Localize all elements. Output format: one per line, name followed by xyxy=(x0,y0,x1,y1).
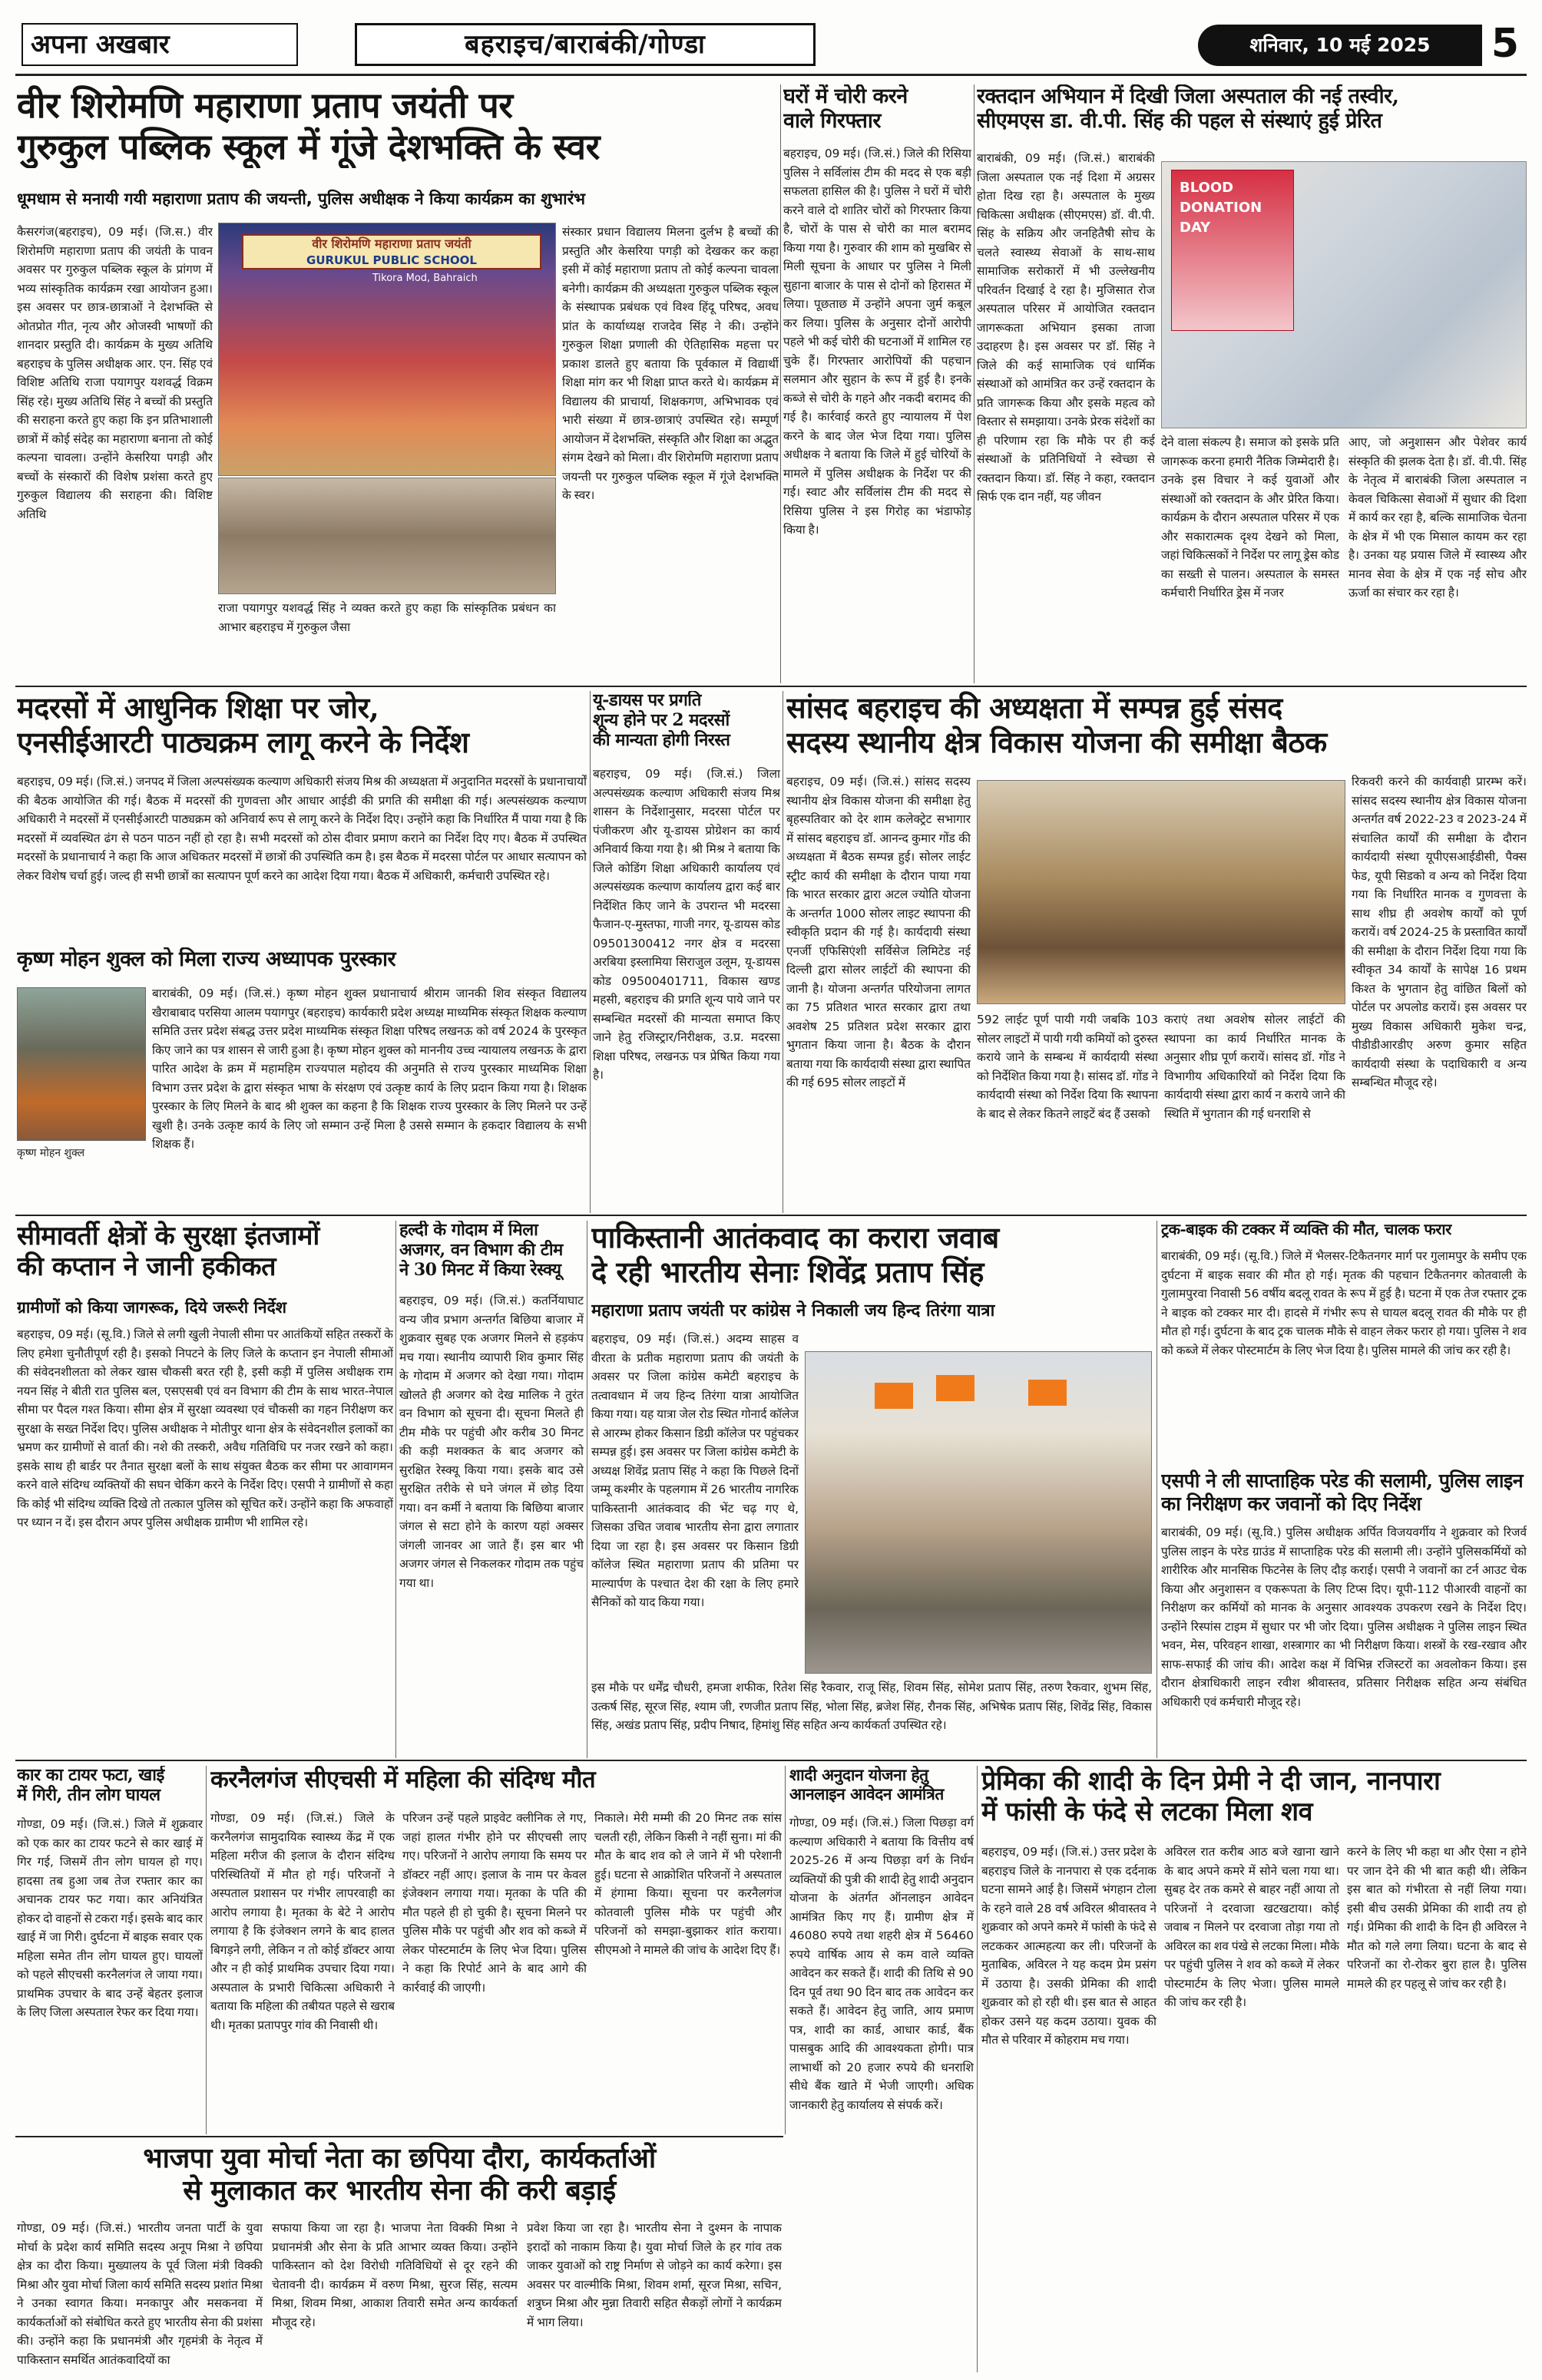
col-rule xyxy=(977,1766,978,2372)
article-body: बाराबंकी, 09 मई। (सू.वि.) पुलिस अधीक्षक अर्पित विजयवर्गीय ने शुक्रवार को रिजर्व पुलिस लाइन के परेड ग्राउंड में साप्ताहिक परेड की सलामी ली। उन्होंने पुलिसकर्मियों को शारीरिक और मानसिक फिटनेस के लिए दौड़ कराई। एसपी ने जवानों का टर्न आउट चेक किया और अनुशासन व एकरूपता के लिए टिप्स दिए। यूपी-112 पीआरवी वाहनों का निरीक्षण कर कर्मियों को मानक के अनुसार आवश्यक उपकरण रखने के निर्देश दिए। उन्होंने रिस्पांस टाइम में सुधार पर भी जोर दिया। पुलिस अधीक्षक ने पुलिस लाइन स्थित भवन, मेस, परिवहन शाखा, शस्त्रागार का भी निरीक्षण किया। शस्त्रों के रख-रखाव और साफ-सफाई की जांच की। आदेश कक्ष में विभिन्न रजिस्टरों का अवलोकन किया। इस दौरान क्षेत्राधिकारी लाइन रवीश श्रीवास्तव, प्रतिसार निरीक्षक सहित अन्य संबंधित अधिकारी एवं कर्मचारी मौजूद रहे। xyxy=(1161,1526,1527,1709)
article-body-bottom2: कराएं तथा अवशेष सोलर लाईटों की स्थापना का कार्य निर्धारित मानक के अनुसार शीघ्र पूर्ण करायें। सांसद डॉ. गोंड ने विभागीय अधिकारियों को निर्देश दिया कि कार्यदायी संस्था द्वारा कार्य न कराये जाने की स्थिति में भुगतान की गई धनराशि से xyxy=(1164,1013,1345,1121)
masthead-rule xyxy=(15,74,1527,76)
portrait-photo xyxy=(17,987,146,1141)
headline: घरों में चोरी करने वाले गिरफ्तार xyxy=(783,84,908,133)
article-body-col2: सफाया किया जा रहा है। भाजपा नेता विक्की मिश्रा ने प्रधानमंत्री और सेना के प्रति आभार व्यक्त किया। उन्होंने पाकिस्तान को देश विरोधी गतिविधियों से दूर रहने की चेतावनी दी। कार्यक्रम में वरुण मिश्रा, सुरज सिंह, सत्यम मिश्रा, शिवम मिश्रा, आकाश तिवारी समेत अन्य कार्यकर्ता मौजूद रहे। xyxy=(272,2221,518,2329)
col-rule xyxy=(395,1221,396,1758)
meeting-photo xyxy=(977,780,1345,1004)
headline: कार का टायर फटा, खाई में गिरी, तीन लोग घायल xyxy=(17,1766,164,1805)
col-rule xyxy=(1156,1221,1157,1758)
flag xyxy=(936,1375,975,1401)
article-body: बहराइच, 09 मई। (जि.सं.) अदम्य साहस व वीरता के प्रतीक महाराणा प्रताप की जयंती के अवसर पर जिला कांग्रेस कमेटी बहराइच के तत्वावधान में जय हिन्द तिरंगा यात्रा आयोजित किया गया। यह यात्रा जेल रोड स्थित गोनार्द कॉलेज से आरम्भ होकर किसान डिग्री कॉलेज पर पहुंचकर सम्पन्न हुई। इस अवसर पर जिला कांग्रेस कमेटी के अध्यक्ष शिवेंद्र प्रताप सिंह ने कहा कि पिछले दिनों जम्मू कश्मीर के पहलगाम में 26 भारतीय नागरिक पाकिस्तानी आतंकवाद की भेंट चढ़ गए थे, जिसका उचित जवाब भारतीय सेना द्वारा लगातार दिया जा रहा है। इस अवसर पर किसान डिग्री कॉलेज स्थित महाराणा प्रताप की प्रतिमा पर माल्यार्पण के पश्चात देश की रक्षा के लिए हमारे सैनिकों को याद किया गया। xyxy=(591,1332,799,1609)
photo-banner: वीर शिरोमणि महाराणा प्रताप जयंती GURUKUL PUBLIC SCHOOL xyxy=(242,234,541,269)
blood-donation-photo xyxy=(1161,161,1527,428)
event-photo-audience xyxy=(218,478,556,594)
masthead xyxy=(0,0,1542,77)
col-rule xyxy=(785,1766,786,2134)
article-udise xyxy=(593,691,780,1213)
photo-caption: कृष्ण मोहन शुक्ल xyxy=(17,1147,85,1159)
article-body: बाराबंकी, 09 मई। (जि.सं.) कृष्ण मोहन शुक्ल प्रधानाचार्य श्रीराम जानकी शिव संस्कृत विद्यालय खैराबाबाद परसिया आलम पयागपुर (बहराइच) कार्यकारी प्रदेश अध्यक्ष माध्यमिक संस्कृत शिक्षक कल्याण समिति उत्तर प्रदेश संबद्ध उत्तर प्रदेश माध्यमिक संस्कृत शिक्षा परिषद लखनऊ को वर्ष 2024 के पुरस्कृत किए जाने का पत्र शासन से जारी हुआ है। कृष्ण मोहन शुक्ल को माननीय उच्च न्यायालय लखनऊ के द्वारा पारित आदेश के क्रम में महामहिम राज्यपाल महोदय की अनुमति से राज्य पुरस्कार माध्यमिक शिक्षा विभाग उत्तर प्रदेश के द्वारा संस्कृत भाषा के संरक्षण एवं उत्कृष्ट कार्य के लिए प्रदान किया गया है। शिक्षक पुरस्कार के लिए मिलने के बाद श्री शुक्ल का कहना है कि शिक्षक राज्य पुरस्कार के लिए मिलने पर उन्हें खुशी है। उनके उत्कृष्ट कार्य के लिए जो सम्मान उन्हें मिला है उससे सम्मान के हकदार विद्यालय के सभी शिक्षक हैं। xyxy=(152,987,587,1151)
headline: पाकिस्तानी आतंकवाद का करारा जवाब दे रही भारतीय सेनाः शिवेंद्र प्रताप सिंह xyxy=(591,1221,999,1289)
col-rule xyxy=(780,84,781,683)
headline: भाजपा युवा मोर्चा नेता का छपिया दौरा, कार्यकर्ताओं से मुलाकात कर भारतीय सेना की करी बड़ाई xyxy=(143,2142,656,2207)
article-chori xyxy=(783,84,971,683)
article-madarsa-ncert xyxy=(17,691,587,944)
article-chc-death xyxy=(210,1766,782,2134)
article-body: बहराइच, 09 मई। (जि.सं.) उत्तर प्रदेश के बहराइच जिले के नानपारा से एक दर्दनाक घटना सामने आई है। जिसमें भंगहान टोला के रहने वाले 28 वर्ष अविरल श्रीवास्तव ने शुक्रवार को अपने कमरे में फांसी के फंदे से लटककर आत्महत्या कर ली। परिजनों के मुताबिक, अविरल ने यह कदम प्रेम प्रसंग में उठाया है। उसकी प्रेमिका की शादी शुक्रवार को हो रही थी। इस बात से आहत होकर उसने यह कदम उठाया। युवक की मौत से परिवार में कोहराम मच गया। xyxy=(981,1845,1156,2047)
article-body-col3: प्रवेश किया जा रहा है। भारतीय सेना ने दुश्मन के नापाक इरादों को नाकाम किया है। युवा मोर्चा जिले के हर गांव तक जाकर युवाओं को राष्ट्र निर्माण से जोड़ने का कार्य करेगा। इस अवसर पर वाल्मीकि मिश्रा, शिवम शर्मा, सूरज मिश्रा, सचिन, शत्रुघ्न मिश्रा और मुन्ना तिवारी सहित सैकड़ों लोगों ने कार्यक्रम में भाग लिया। xyxy=(527,2221,782,2329)
headline: प्रेमिका की शादी के दिन प्रेमी ने दी जान, नानपारा में फांसी के फंदे से लटका मिला शव xyxy=(981,1766,1441,1828)
section-rule xyxy=(15,1760,1527,1761)
headline: शादी अनुदान योजना हेतु आनलाइन आवेदन आमंत्रित xyxy=(789,1766,944,1803)
edition-name: बहराइच/बाराबंकी/गोण्डा xyxy=(465,29,706,60)
article-body: बाराबंकी, 09 मई। (जि.सं.) बाराबंकी जिला अस्पताल एक नई दिशा में अग्रसर होता दिख रहा है। अस्पताल के मुख्य चिकित्सा अधीक्षक (सीएमएस) डॉ. वी.पी. सिंह के सक्रिय और जनहितैषी सोच के चलते स्वास्थ्य सेवाओं के साथ-साथ सामाजिक सरोकारों में भी उल्लेखनीय परिवर्तन दिखाई दे रहा है। मुजिसात रोज अस्पताल परिसर में आयोजित रक्तदान जागरूकता अभियान इसका ताजा उदाहरण है। इस अवसर पर डॉ. सिंह ने जिले की कई सामाजिक एवं धार्मिक संस्थाओं को आमंत्रित कर उन्हें रक्तदान के प्रति जागरूक किया और इसके महत्व को विस्तार से समझाया। उनके प्रेरक संदेशों का ही परिणाम रहा कि मौके पर ही कई संस्थाओं के प्रतिनिधियों ने स्वेच्छा से रक्तदान किया। डॉ. सिंह ने कहा, रक्तदान सिर्फ एक दान नहीं, यह जीवन xyxy=(977,151,1155,504)
article-raktdan xyxy=(977,84,1527,683)
section-rule xyxy=(15,686,1527,687)
article-body: गोण्डा, 09 मई। (जि.सं.) जिले में शुक्रवार को एक कार का टायर फटने से कार खाई में गिर गई, जिसमें तीन लोग घायल हो गए। हादसा तब हुआ जब तेज रफ्तार कार का अचानक टायर फट गया। कार अनियंत्रित होकर दो वाहनों से टकरा गई। इसके बाद कार खाई में जा गिरी। दुर्घटना में बाइक सवार एक महिला समेत तीन लोग घायल हुए। घायलों को पहले सीएचसी करनैलगंज ले जाया गया। प्राथमिक उपचार के बाद उन्हें बेहतर इलाज के लिए जिला अस्पताल रेफर कर दिया गया। xyxy=(17,1817,203,2019)
headline: सांसद बहराइच की अध्यक्षता में सम्पन्न हुई संसद सदस्य स्थानीय क्षेत्र विकास योजना की समीक्षा बैठक xyxy=(786,691,1327,759)
article-gurukul xyxy=(17,84,779,683)
subheadline: धूमधाम से मनायी गयी महाराणा प्रताप की जयन्ती, पुलिस अधीक्षक ने किया कार्यक्रम का शुभारंभ xyxy=(17,190,585,208)
section-rule xyxy=(15,1215,1527,1216)
blood-banner: BLOOD DONATION DAY xyxy=(1171,170,1294,331)
headline: करनैलगंज सीएचसी में महिला की संदिग्ध मौत xyxy=(210,1766,596,1793)
paper-name: अपना अखबार xyxy=(31,29,170,60)
date-badge xyxy=(1198,25,1482,66)
subheadline: ग्रामीणों को किया जागरूक, दिये जरूरी निर्देश xyxy=(17,1298,287,1317)
article-body-col3: रिकवरी करने की कार्यवाही प्रारम्भ करें। सांसद सदस्य स्थानीय क्षेत्र विकास योजना अन्तर्गत वर्ष 2022-23 व 2023-24 में संचालित कार्यों की समीक्षा के दौरान कार्यदायी संस्था यूपीएसआईडीसी, पैक्स फेड, यूपी सिडको व अन्य को निर्देश दिया गया कि निर्धारित मानक व गुणवत्ता के साथ शीघ्र ही अवशेष कार्यों को पूर्ण करायें। वर्ष 2024-25 के प्रस्तावित कार्यों की समीक्षा के दौरान निर्देश दिया गया कि स्वीकृत 34 कार्यों के सापेक्ष 16 प्रथम किश्त के भुगतान हेतु वांछित बिलों को पोर्टल पर अपलोड करायें। इस अवसर पर मुख्य विकास अधिकारी मुकेश चन्द्र, पीडीडीआरडीए अरुण कुमार सहित कार्यदायी संस्था के पदाधिकारी व अन्य सम्बन्धित मौजूद रहे। xyxy=(1352,775,1527,1089)
article-body: बहराइच, 09 मई। (जि.सं.) जिले की रिसिया पुलिस ने सर्विलांस टीम की मदद से एक बड़ी सफलता हासिल की है। पुलिस ने घरों में चोरी करने वाले दो शातिर चोरों को गिरफ्तार किया है, चोरों के पास से चोरी का माल बरामद किया गया है। गुरुवार की शाम को मुखबिर से मिली सूचना के आधार पर पुलिस ने मिली सुहाना बाजार के पास से दोनों को हिरासत में लिया। पूछताछ में उन्होंने अपना जुर्म कबूल कर लिया। पुलिस के अनुसार दोनों आरोपी पहले भी कई चोरी की घटनाओं में शामिल रह चुके हैं। गिरफ्तार आरोपियों की पहचान सलमान और सुहान के रूप में हुई है। इनके कब्जे से चोरी के गहने और नकदी बरामद की गई है। कार्रवाई करते हुए न्यायालय में पेश करने के बाद जेल भेज दिया गया। पुलिस अधीक्षक ने बताया कि जिले में हुई चोरियों के मामले में पुलिस अधीक्षक के निर्देश पर की गई। स्वाट और सर्विलांस टीम की मदद से रिसिया पुलिस ने इस गिरोह का भंडाफोड़ किया है। xyxy=(783,147,971,537)
headline: सीमावर्ती क्षेत्रों के सुरक्षा इंतजामों की कप्तान ने जानी हकीकत xyxy=(17,1221,319,1283)
headline: एसपी ने ली साप्ताहिक परेड की सलामी, पुलिस लाइन का निरीक्षण कर जवानों को दिए निर्देश xyxy=(1161,1469,1524,1515)
col-rule xyxy=(974,84,975,683)
event-photo: वीर शिरोमणि महाराणा प्रताप जयंती GURUKUL PUBLIC SCHOOL Tikora Mod, Bahraich xyxy=(218,223,556,476)
article-border-security xyxy=(17,1221,393,1758)
article-body-col2: देने वाला संकल्प है। समाज को इसके प्रति जागरूक करना हमारी नैतिक जिम्मेदारी है। उनके इस विचार ने कई युवाओं और संस्थाओं को रक्तदान के और प्रेरित किया। कार्यक्रम के दौरान अस्पताल परिसर में एक और सकारात्मक दृश्य देखने को मिला, जहां चिकित्सकों ने निर्देश पर लागू ड्रेस कोड का सख्ती से पालन। अस्पताल के समस्त कर्मचारी निर्धारित ड्रेस में नजर xyxy=(1161,435,1339,600)
page-number: 5 xyxy=(1491,21,1520,67)
flag xyxy=(875,1383,913,1409)
article-body: बहराइच, 09 मई। (जि.सं.) कतर्नियाघाट वन्य जीव प्रभाग अन्तर्गत बिछिया बाजार में शुक्रवार सुबह एक अजगर मिलने से हड़कंप मच गया। स्थानीय व्यापारी शिव कुमार सिंह के गोदाम में अजगर को देखा गया। गोदाम खोलते ही अजगर को देख मालिक ने तुरंत वन विभाग को सूचना दी। सूचना मिलते ही टीम मौके पर पहुंची और करीब 30 मिनट की कड़ी मशक्कत के बाद अजगर को सुरक्षित रेस्क्यू किया गया। इसके बाद उसे सुरक्षित तरीके से घने जंगल में छोड़ दिया गया। वन कर्मी ने बताया कि बिछिया बाजार जंगल से सटा होने के कारण यहां अक्सर जंगली जानवर आ जाते हैं। इस बार भी अजगर जंगल से निकलकर गोदाम तक पहुंच गया था। xyxy=(399,1294,584,1590)
article-police-parade xyxy=(1161,1469,1527,1758)
article-body-col2: परिजन उन्हें पहले प्राइवेट क्लीनिक ले गए, जहां हालत गंभीर होने पर सीएचसी लाए गए। परिजनों ने आरोप लगाया कि समय पर डॉक्टर नहीं आए। इलाज के नाम पर केवल इंजेक्शन लगाया गया। मृतका के पति की मौत पहले ही हो चुकी है। सूचना मिलने पर पुलिस मौके पर पहुंची और शव को कब्जे में लेकर पोस्टमार्टम के लिए भेज दिया। पुलिस ने कहा कि रिपोर्ट आने के बाद आगे की कार्रवाई की जाएगी। xyxy=(402,1811,587,1995)
article-body-col3: संस्कार प्रधान विद्यालय मिलना दुर्लभ है बच्चों की प्रस्तुति और केसरिया पगड़ी को देखकर कर कहा इसी में कोई महाराणा प्रताप तो कोई कल्पना चावला बनेगी। कार्यक्रम की अध्यक्षता गुरुकुल पब्लिक स्कूल के संस्थापक प्रबंधक एवं विश्व हिंदू परिषद, अवध प्रांत के कार्याध्यक्ष राजदेव सिंह ने की। उन्होंने गुरुकुल शिक्षा प्रणाली की ऐतिहासिक महत्ता पर प्रकाश डालते हुए बताया कि पूर्वकाल में विद्यार्थी शिक्षा मांग कर भी शिक्षा प्राप्त करते थे। कार्यक्रम में विद्यालय की प्राचार्या, शिक्षकगण, अभिभावक एवं भारी संख्या में छात्र-छात्राएं उपस्थित रहे। सम्पूर्ण आयोजन में देशभक्ति, संस्कृति और शिक्षा का अद्भुत संगम देखने को मिला। वीर शिरोमणि महाराणा प्रताप जयन्ती पर गुरुकुल पब्लिक स्कूल में गूंजे देशभक्ति के स्वर। xyxy=(562,225,779,502)
edition-banner xyxy=(355,23,816,66)
article-body: गोण्डा, 09 मई। (जि.सं.) जिला पिछड़ा वर्ग कल्याण अधिकारी ने बताया कि वित्तीय वर्ष 2025-26 में अन्य पिछड़ा वर्ग के निर्धन व्यक्तियों की पुत्री की शादी हेतु शादी अनुदान योजना के अंतर्गत ऑनलाइन आवेदन आमंत्रित किए गए हैं। ग्रामीण क्षेत्र में 46080 रुपये तथा शहरी क्षेत्र में 56460 रुपये वार्षिक आय से कम वाले व्यक्ति आवेदन कर सकते हैं। शादी की तिथि से 90 दिन पूर्व तथा 90 दिन बाद तक आवेदन कर सकते हैं। आवेदन हेतु जाति, आय प्रमाण पत्र, शादी का कार्ड, आधार कार्ड, बैंक पासबुक आदि की आवश्यकता होगी। पात्र लाभार्थी को 20 हजार रुपये की धनराशि सीधे बैंक खाते में भेजी जाएगी। अधिक जानकारी हेतु कार्यालय से संपर्क करें। xyxy=(789,1816,974,2112)
headline: रक्तदान अभियान में दिखी जिला अस्पताल की नई तस्वीर, सीएमएस डा. वी.पी. सिंह की पहल से संस्थाएं हुई प्रेरित xyxy=(977,84,1399,133)
article-body: कैसरगंज(बहराइच), 09 मई। (जि.स.) वीर शिरोमणि महाराणा प्रताप की जयंती के पावन अवसर पर गुरुकुल पब्लिक स्कूल के प्रांगण में भव्य सांस्कृतिक कार्यक्रम रखा आयोजन हुआ। इस अवसर पर छात्र-छात्राओं ने देशभक्ति से ओतप्रोत गीत, नृत्य और ओजस्वी भाषणों की शानदार प्रस्तुति दी। कार्यक्रम के मुख्य अतिथि बहराइच के पुलिस अधीक्षक आर. एन. सिंह एवं विशिष्ट अतिथि राजा पयागपुर यशवर्द्ध विक्रम सिंह रहे। मुख्य अतिथि सिंह ने बच्चों की प्रस्तुति की सराहना करते हुए कहा कि इन प्रतिभाशाली छात्रों में कोई संदेह का महाराणा बनाना तो कोई कल्पना चावला। उन्होंने केसरिया पगड़ी और बच्चों के संस्कारों की विशेष प्रशंसा करते हुए गुरुकुल विद्यालय की सराहना की। विशिष्ट अतिथि xyxy=(17,225,213,521)
article-car-accident xyxy=(17,1766,203,2134)
article-body-col3: करने के लिए भी कहा था और ऐसा न होने पर जान देने की भी बात कही थी। लेकिन इस बात को गंभीरता से नहीं लिया गया। इसी बीच उसकी प्रेमिका की शादी तय हो गई। प्रेमिका की शादी के दिन ही अविरल ने मौत को गले लगा लिया। घटना के बाद से परिजनों का रो-रोकर बुरा हाल है। पुलिस मामले की हर पहलू से जांच कर रही है। xyxy=(1347,1845,1527,1991)
subheadline: महाराणा प्रताप जयंती पर कांग्रेस ने निकाली जय हिन्द तिरंगा यात्रा xyxy=(591,1301,995,1321)
article-body: बहराइच, 09 मई। (जि.सं.) जनपद में जिला अल्पसंख्यक कल्याण अधिकारी संजय मिश्र की अध्यक्षता में अनुदानित मदरसों के प्रधानाचार्यों की बैठक आयोजित की गई। बैठक में मदरसों की गुणवत्ता और आधार आईडी की प्रगति की समीक्षा की गई। अल्पसंख्यक कल्याण अधिकारी ने मदरसों में एनसीईआरटी पाठ्यक्रम को अनिवार्य रूप से लागू करने के निर्देश दिए। उन्होंने कहा कि निर्धारित मैं पाया गया है कि मदरसों में व्यवस्थित ढंग से पठन पाठन नहीं हो रहा है। सभी मदरसों को ठोस दीवार प्रमाण कराने का निर्देश दिए गए। बैठक में उपस्थित मदरसों के प्रधानाचार्य ने कहा कि आज अधिकतर मदरसों में छात्रों की उपस्थिति कम है। इस बैठक में मदरसा पोर्टल पर आधार सत्यापन को लेकर विशेष चर्चा हुई। जल्द ही सभी छात्रों का सत्यापन पूर्ण करने का आदेश दिया गया। बैठक में अधिकारी, कर्मचारी उपस्थित रहे। xyxy=(17,775,587,883)
section-rule xyxy=(15,2136,783,2137)
issue-date: शनिवार, 10 मई 2025 xyxy=(1249,34,1431,56)
article-body-bottom: राजा पयागपुर यशवर्द्ध सिंह ने व्यक्त करते हुए कहा कि सांस्कृतिक प्रबंधन का आभार बहराइच में गुरुकुल जैसा xyxy=(218,601,556,634)
article-body: बहराइच, 09 मई। (सू.वि.) जिले से लगी खुली नेपाली सीमा पर आतंकियों सहित तस्करों के लिए हमेशा चुनौतीपूर्ण रही है। इसको निपटने के लिए जिले के कप्तान इन नेपाली सीमाओं की संवेदनशीलता को लेकर खास चौकसी बरत रही है, इसी कड़ी में पुलिस अधीक्षक राम नयन सिंह ने बीती रात पुलिस बल, एसएसबी एवं वन विभाग की टीम के साथ भारत-नेपाल सीमा पर पैदल गश्त किया। सीमा क्षेत्र में सुरक्षा व्यवस्था एवं चौकसी का गहन निरीक्षण कर सुरक्षा के सख्त निर्देश दिए। पुलिस अधीक्षक ने मोतीपुर थाना क्षेत्र के संवेदनशील इलाकों का भ्रमण कर ग्रामीणों से वार्ता की। नशे की तस्करी, अवैध गतिविधि पर नजर रखने को कहा। इसके साथ ही बार्डर पर तैनात सुरक्षा बलों के साथ संयुक्त बैठक कर सीमा पर आवागमन करने वाले संदिग्ध व्यक्तियों की सघन चेकिंग करने के निर्देश दिए। एसपी ने ग्रामीणों से कहा कि कोई भी संदिग्ध व्यक्ति दिखे तो तत्काल पुलिस को सूचित करें। उन्होंने कहा कि अफवाहों पर ध्यान न दें। इस दौरान अपर पुलिस अधीक्षक ग्रामीण भी शामिल रहे। xyxy=(17,1327,393,1529)
article-body: बहराइच, 09 मई। (जि.सं.) सांसद सदस्य स्थानीय क्षेत्र विकास योजना की समीक्षा हेतु बृहस्पतिवार को देर शाम कलेक्ट्रेट सभागार में सांसद बहराइच डॉ. आनन्द कुमार गोंड की अध्यक्षता में बैठक सम्पन्न हुई। सोलर लाईट स्ट्रीट कार्य की समीक्षा के दौरान पाया गया कि भारत सरकार द्वारा अटल ज्योति योजना के अन्तर्गत 1000 सोलर लाइट स्थापना की स्वीकृति प्रदान की गई है। कार्यदायी संस्था एनर्जी एफिसिएंशी सर्विसेज लिमिटेड नई दिल्ली द्वारा सोलर लाईटों की स्थापना की जानी है। योजना अन्तर्गत परियोजना लागत का 75 प्रतिशत भारत सरकार द्वारा तथा अवशेष 25 प्रतिशत प्रदेश सरकार द्वारा भुगतान किया जाना है। बैठक के दौरान बताया गया कि कार्यदायी संस्था द्वारा स्थापित की गई 695 सोलर लाइटों में xyxy=(786,775,971,1089)
paper-name-box xyxy=(22,23,298,66)
rally-photo xyxy=(805,1351,1152,1674)
article-body: गोण्डा, 09 मई। (जि.सं.) जिले के करनैलगंज सामुदायिक स्वास्थ्य केंद्र में एक महिला मरीज की इलाज के दौरान संदिग्ध परिस्थितियों में मौत हो गई। परिजनों ने अस्पताल प्रशासन पर गंभीर लापरवाही का आरोप लगाया है। मृतका के बेटे ने आरोप लगाया है कि इंजेक्शन लगने के बाद हालत बिगड़ने लगी, लेकिन न तो कोई डॉक्टर आया और न ही कोई प्राथमिक उपचार दिया गया। अस्पताल के प्रभारी चिकित्सा अधिकारी ने बताया कि महिला की तबीयत पहले से खराब थी। मृतका प्रतापपुर गांव की निवासी थी। xyxy=(210,1811,395,2032)
article-body-col2: अविरल रात करीब आठ बजे खाना खाने के बाद अपने कमरे में सोने चला गया था। सुबह देर तक कमरे से बाहर नहीं आया तो परिजनों ने दरवाजा खटखटाया। कोई जवाब न मिलने पर दरवाजा तोड़ा गया तो अविरल का शव पंखे से लटका मिला। मौके पर पहुंची पुलिस ने शव को कब्जे में लेकर पोस्टमार्टम के लिए भेजा। पुलिस मामले की जांच कर रही है। xyxy=(1164,1845,1339,2009)
article-body: बहराइच, 09 मई। (जि.सं.) जिला अल्पसंख्यक कल्याण अधिकारी संजय मिश्र शासन के निर्देशानुसार, मदरसा पोर्टल पर पंजीकरण और यू-डायस प्रोग्रेशन का कार्य अनिवार्य किया गया है। श्री मिश्र ने बताया कि जिले कोडिंग शिक्षा अधिकारी कार्यालय एवं अल्पसंख्यक कल्याण कार्यालय द्वारा कई बार निर्देशित किए जाने के उपरान्त भी मदरसा फैजान-ए-मुस्तफा, गाजी नगर, यू-डायस कोड 09501300412 नगर क्षेत्र व मदरसा अरबिया इस्लामिया सिराजुल उलूम, यू-डायस कोड 09500401711, विकास खण्ड महसी, बहराइच की प्रगति शून्य पाये जाने पर सम्बन्धित मदरसों की मान्यता समाप्त किए जाने हेतु रजिस्ट्रार/निरीक्षक, उ.प्र. मदरसा शिक्षा परिषद, लखनऊ पत्र प्रेषित किया गया है। xyxy=(593,767,780,1082)
article-award xyxy=(17,947,587,1201)
article-body-col3: निकाले। मेरी मम्मी की 20 मिनट तक सांस चलती रही, लेकिन किसी ने नहीं सुना। मां की मौत के बाद शव को ले जाने में भी परेशानी हुई। घटना से आक्रोशित परिजनों ने अस्पताल में हंगामा किया। सूचना पर करनैलगंज कोतवाली पुलिस मौके पर पहुंची और परिजनों को समझा-बुझाकर शांत कराया। सीएमओ ने मामले की जांच के आदेश दिए हैं। xyxy=(594,1811,782,1957)
article-nanpara xyxy=(981,1766,1527,2372)
article-bjp-yuva xyxy=(17,2142,782,2372)
headline: हल्दी के गोदाम में मिला अजगर, वन विभाग की टीम ने 30 मिनट में किया रेस्क्यू xyxy=(399,1221,563,1280)
article-body-bottom: इस मौके पर धर्मेंद्र चौधरी, हमजा शफीक, रितेश सिंह रैकवार, राजू सिंह, शिवम सिंह, सोमेश प्रताप सिंह, तरुण रैकवार, शुभम सिंह, उत्कर्ष सिंह, सूरज सिंह, श्याम जी, रणजीत प्रताप सिंह, भोला सिंह, ब्रजेश सिंह, रौनक सिंह, अभिषेक प्रताप सिंह, शिवेंद्र सिंह, विकास सिंह, अखंड प्रताप सिंह, प्रदीप निषाद, हिमांशु सिंह सहित अन्य कार्यकर्ता उपस्थित रहे। xyxy=(591,1681,1152,1732)
flag xyxy=(1028,1380,1067,1406)
headline: कृष्ण मोहन शुक्ल को मिला राज्य अध्यापक पुरस्कार xyxy=(17,947,396,971)
article-truck-accident xyxy=(1161,1221,1527,1463)
article-body-col3: आए, जो अनुशासन और पेशेवर कार्य संस्कृति की झलक देता है। डॉ. वी.पी. सिंह के नेतृत्व में बाराबंकी जिला अस्पताल न केवल चिकित्सा सेवाओं में सुधार की दिशा में कार्य कर रहा है, बल्कि सामाजिक चेतना के क्षेत्र में भी एक मिसाल कायम कर रहा है। उनका यह प्रयास जिले में स्वास्थ्य और मानव सेवा के क्षेत्र में एक नई सोच और ऊर्जा का संचार कर रहा है। xyxy=(1348,435,1527,600)
article-body: गोण्डा, 09 मई। (जि.सं.) भारतीय जनता पार्टी के युवा मोर्चा के प्रदेश कार्य समिति सदस्य अनूप मिश्रा ने छपिया क्षेत्र का दौरा किया। मुख्यालय के पूर्व जिला मंत्री विक्की मिश्रा और युवा मोर्चा जिला कार्य समिति सदस्य प्रशांत मिश्रा ने उनका स्वागत किया। मनकापुर और मसकनवा में कार्यकर्ताओं को संबोधित करते हुए भारतीय सेना की प्रशंसा की। उन्होंने कहा कि प्रधानमंत्री और गृहमंत्री के नेतृत्व में पाकिस्तान समर्थित आतंकवादियों का xyxy=(17,2221,263,2367)
article-body: बाराबंकी, 09 मई। (सू.वि.) जिले में भैलसर-टिकैतनगर मार्ग पर गुलामपुर के समीप एक दुर्घटना में बाइक सवार की मौत हो गई। मृतक की पहचान टिकैतनगर कोतवाली के गुलामपुरवा निवासी 56 वर्षीय बदलू रावत के रूप में हुई है। घटना में एक तेज रफ्तार ट्रक ने बाइक को टक्कर मार दी। हादसे में गंभीर रूप से घायल बदलू रावत की मौके पर ही मौत हो गई। दुर्घटना के बाद ट्रक चालक मौके से वाहन लेकर फरार हो गया। पुलिस ने शव को कब्जे में लेकर पोस्टमार्टम के लिए भेज दिया है। पुलिस मामले की जांच कर रही है। xyxy=(1161,1249,1527,1357)
article-tiranga-yatra xyxy=(591,1221,1152,1758)
article-shadi-anudan xyxy=(789,1766,974,2372)
col-rule xyxy=(590,691,591,1213)
article-body-bottom1: 592 लाईट पूर्ण पायी गयी जबकि 103 सोलर लाइटों में पायी गयी कमियों को दुरुस्त कराये जाने के सम्बन्ध में कार्यदायी संस्था को निर्देशित किया गया है। सांसद डॉ. गोंड ने कार्यदायी संस्था को निर्देश दिया कि स्थापना के बाद से लेकर कितने लाइटें बंद हैं उसको xyxy=(977,1013,1158,1121)
headline: यू-डायस पर प्रगति शून्य होने पर 2 मदरसों की मान्यता होगी निरस्त xyxy=(593,691,730,750)
article-sansad xyxy=(786,691,1527,1213)
headline: वीर शिरोमणि महाराणा प्रताप जयंती पर गुरुकुल पब्लिक स्कूल में गूंजे देशभक्ति के स्वर xyxy=(17,84,600,168)
col-rule xyxy=(206,1766,207,2134)
article-python-rescue xyxy=(399,1221,584,1758)
headline: ट्रक-बाइक की टक्कर में व्यक्ति की मौत, चालक फरार xyxy=(1161,1221,1451,1238)
headline: मदरसों में आधुनिक शिक्षा पर जोर, एनसीईआरटी पाठ्यक्रम लागू करने के निर्देश xyxy=(17,691,469,759)
